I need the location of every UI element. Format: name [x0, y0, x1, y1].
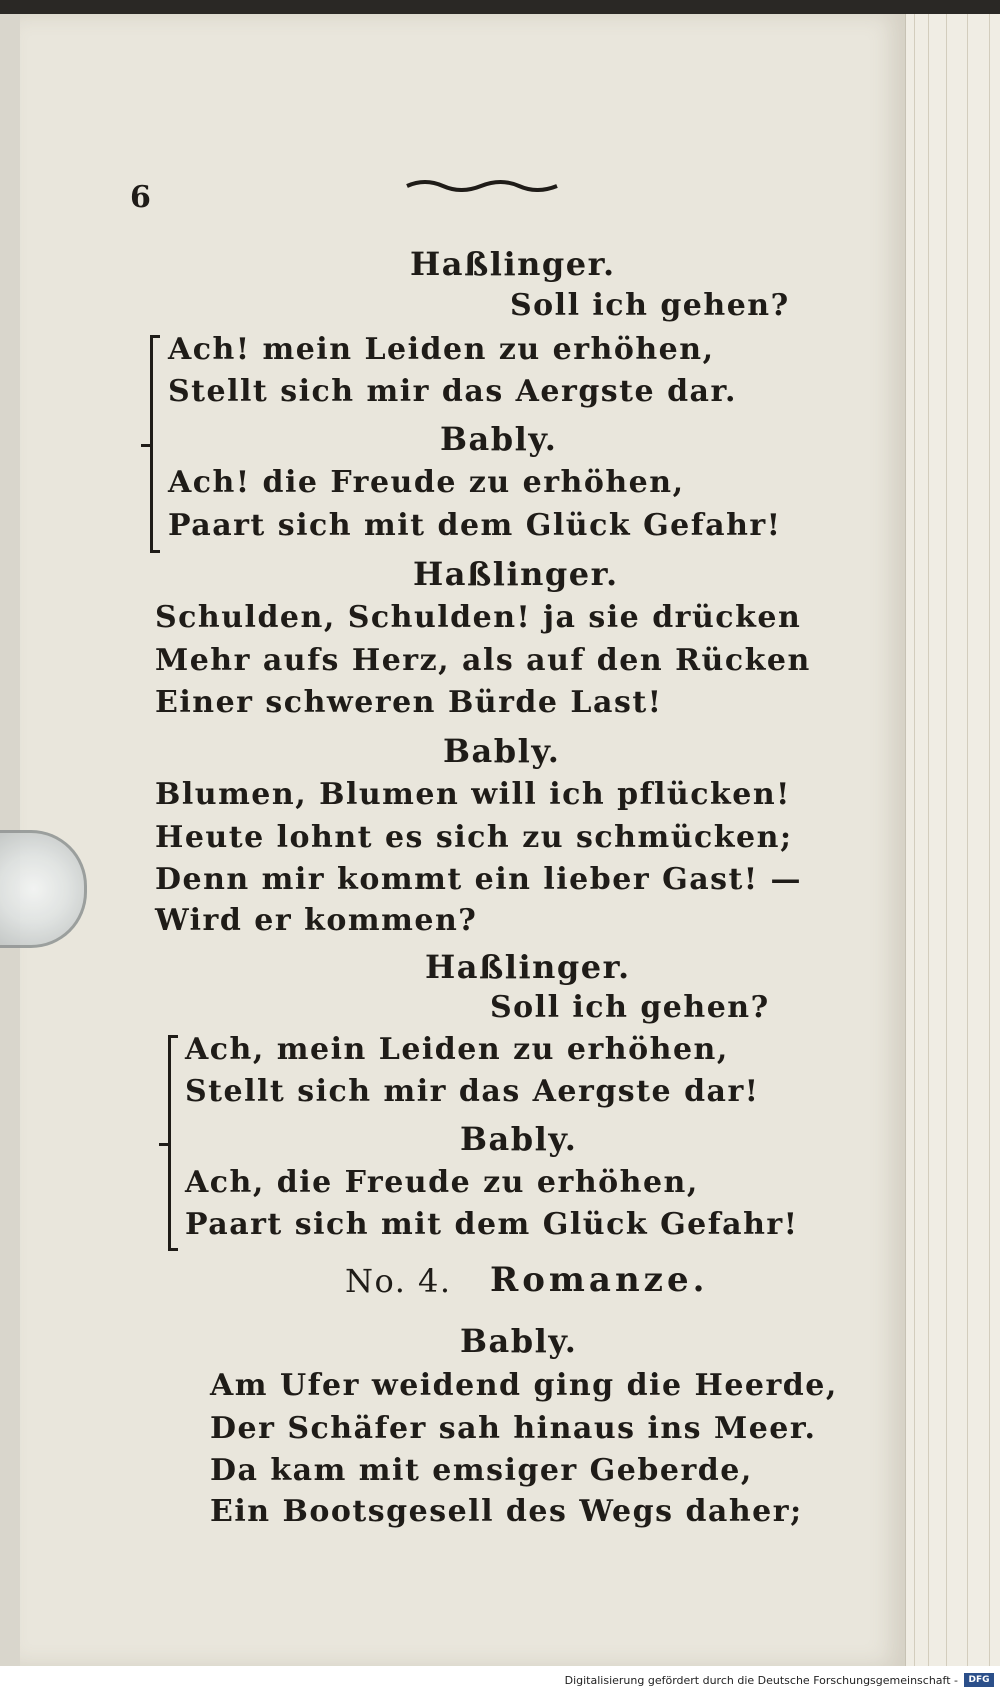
speaker-name: Haßlinger. — [413, 555, 619, 593]
verse-line: Der Schäfer sah hinaus ins Meer. — [210, 1411, 817, 1446]
dfg-logo: DFG — [964, 1673, 994, 1687]
verse-line: Schulden, Schulden! ja sie drücken — [155, 600, 802, 635]
section-number: No. 4. — [345, 1262, 452, 1300]
speaker-name: Bably. — [443, 732, 561, 770]
decorative-rule — [405, 178, 560, 192]
stage-cue: Soll ich gehen? — [490, 990, 770, 1025]
verse-line: Ach, mein Leiden zu erhöhen, — [185, 1032, 729, 1067]
verse-line: Ach, die Freude zu erhöhen, — [185, 1165, 699, 1200]
verse-line: Mehr aufs Herz, als auf den Rücken — [155, 643, 811, 678]
digitization-credit: Digitalisierung gefördert durch die Deutsche Forschungsgemeinschaft - — [564, 1674, 958, 1687]
section-title: Romanze. — [490, 1260, 709, 1300]
duet-brace — [150, 335, 167, 553]
verse-line: Paart sich mit dem Glück Gefahr! — [168, 508, 782, 543]
stage-cue: Soll ich gehen? — [510, 288, 790, 323]
verse-line: Paart sich mit dem Glück Gefahr! — [185, 1207, 799, 1242]
duet-brace — [168, 1035, 185, 1251]
verse-line: Stellt sich mir das Aergste dar. — [168, 374, 737, 409]
verse-line: Einer schweren Bürde Last! — [155, 685, 663, 720]
verse-line: Heute lohnt es sich zu schmücken; — [155, 820, 793, 855]
scan-border — [0, 0, 1000, 14]
verse-line: Am Ufer weidend ging die Heerde, — [210, 1368, 838, 1403]
speaker-name: Bably. — [460, 1322, 578, 1360]
speaker-name: Bably. — [460, 1120, 578, 1158]
footer-bar — [0, 1666, 1000, 1696]
verse-line: Wird er kommen? — [155, 903, 478, 938]
page-number: 6 — [130, 180, 153, 215]
verse-line: Blumen, Blumen will ich pflücken! — [155, 777, 791, 812]
speaker-name: Bably. — [440, 420, 558, 458]
verse-line: Ach! mein Leiden zu erhöhen, — [168, 332, 715, 367]
verse-line: Stellt sich mir das Aergste dar! — [185, 1074, 760, 1109]
page-edge — [905, 14, 1000, 1666]
speaker-name: Haßlinger. — [425, 948, 631, 986]
verse-line: Ein Bootsgesell des Wegs daher; — [210, 1494, 803, 1529]
verse-line: Ach! die Freude zu erhöhen, — [168, 465, 685, 500]
verse-line: Denn mir kommt ein lieber Gast! — — [155, 862, 802, 897]
verse-line: Da kam mit emsiger Geberde, — [210, 1453, 753, 1488]
speaker-name: Haßlinger. — [410, 245, 616, 283]
